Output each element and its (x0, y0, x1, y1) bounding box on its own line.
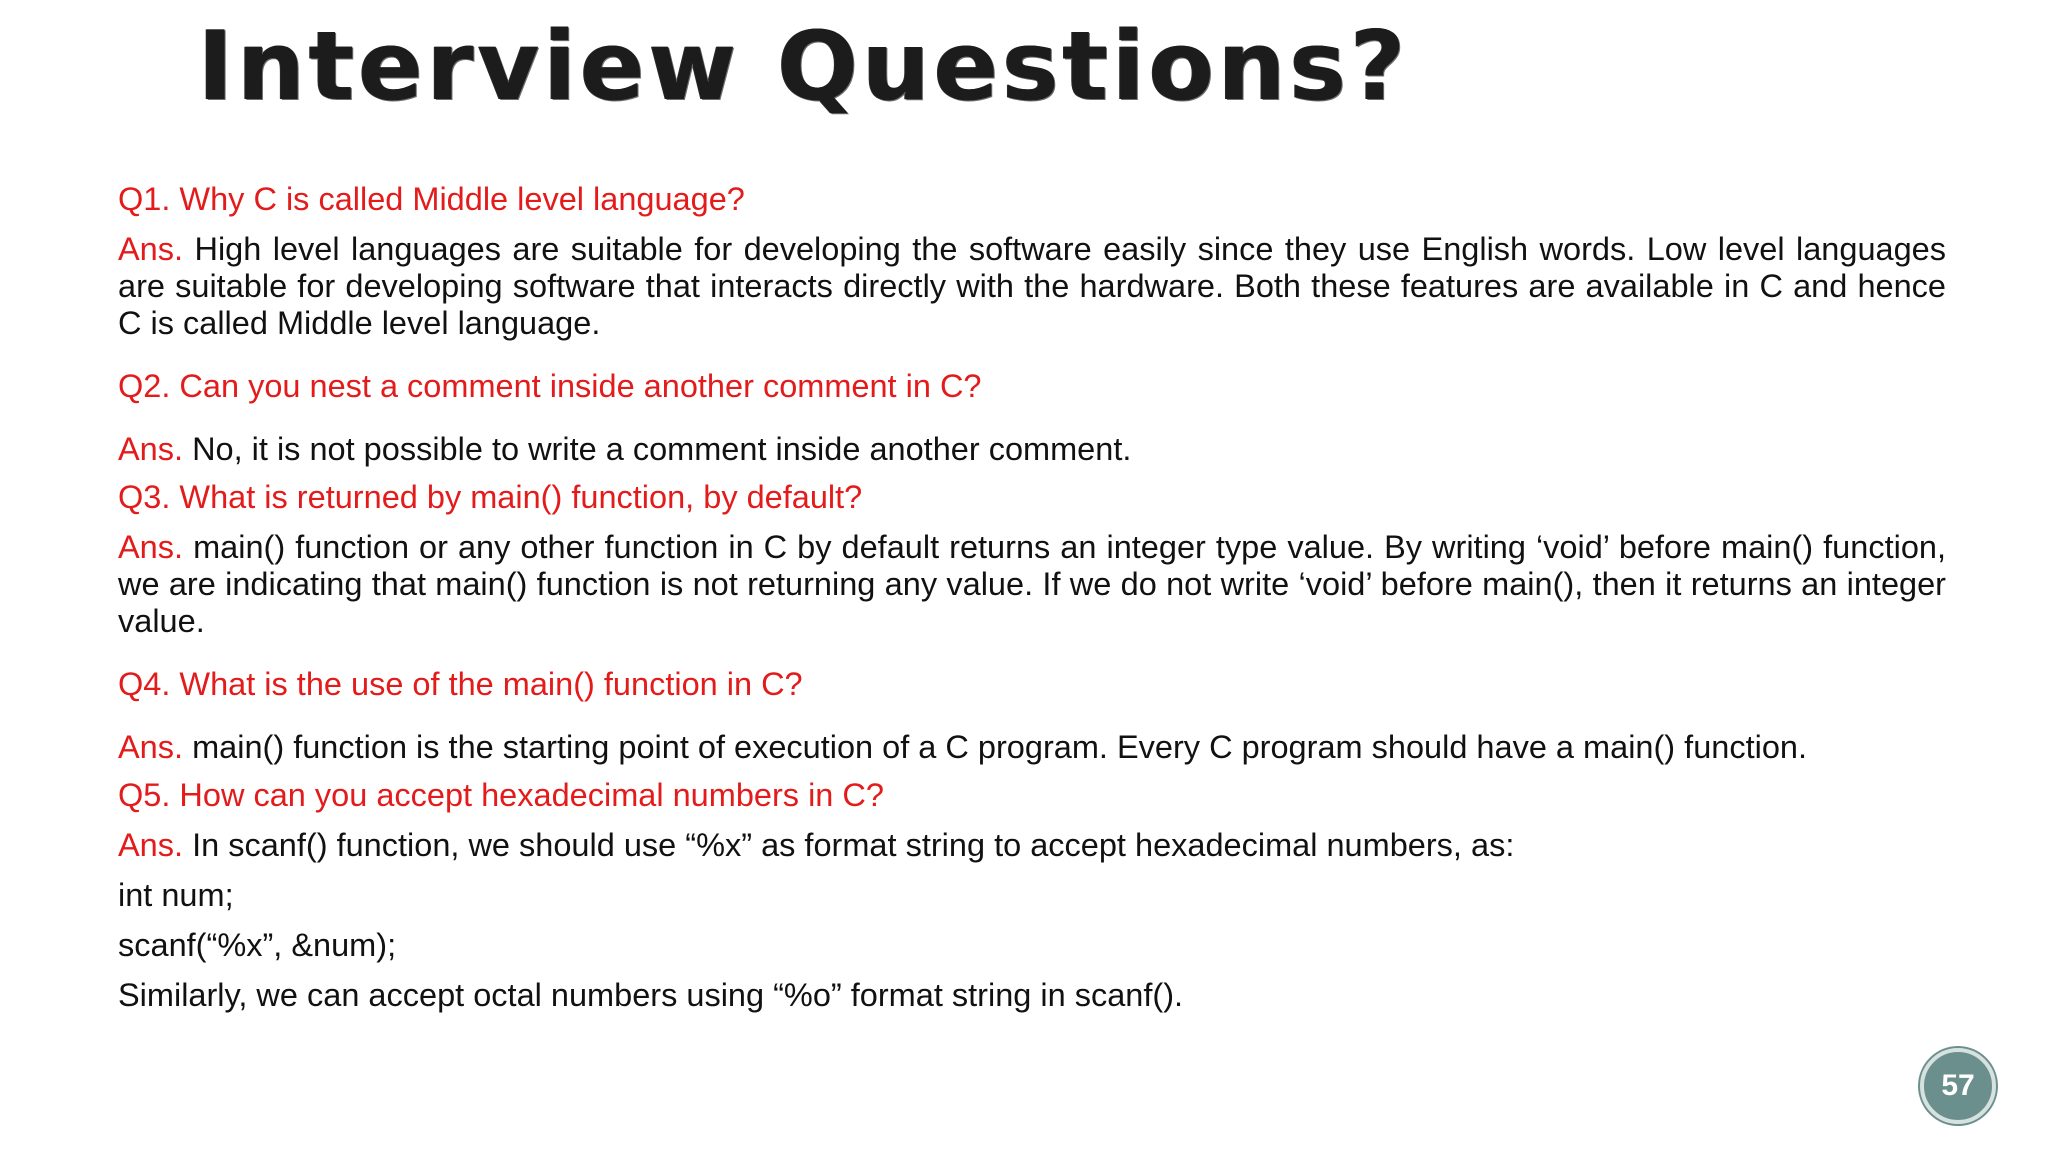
answer-5-note: Similarly, we can accept octal numbers using “%o” format string in scanf(). (118, 977, 1184, 1013)
code-line-scanf: scanf(“%x”, &num); (118, 927, 397, 963)
answer-1 (118, 231, 1946, 342)
qa-content (118, 178, 1946, 1014)
answer-3-text: main() function or any other function in C by default returns an integer type value. By writing ‘void’ before main() function, we are indicating that main() function is not returning any value. If we do not write ‘void’ before main(), then it returns an integer value. (118, 529, 1946, 639)
answer-4-text: main() function is the starting point of execution of a C program. Every C program should have a main() function. (192, 729, 1808, 765)
slide-title: Interview Questions? (198, 12, 1410, 122)
answer-4 (118, 729, 1946, 766)
answer-1-label: Ans. (118, 231, 184, 267)
answer-2-text: No, it is not possible to write a comment inside another comment. (192, 431, 1132, 467)
answer-2-label: Ans. (118, 431, 184, 467)
page-number-badge: 57 (1920, 1048, 1996, 1124)
answer-4-label: Ans. (118, 729, 184, 765)
answer-3 (118, 529, 1946, 640)
answer-2 (118, 431, 1946, 468)
question-4: Q4. What is the use of the main() function in C? (118, 666, 803, 702)
question-2: Q2. Can you nest a comment inside another comment in C? (118, 368, 982, 404)
answer-5-text: In scanf() function, we should use “%x” as format string to accept hexadecimal numbers, as: (192, 827, 1515, 863)
answer-5 (118, 827, 1946, 864)
question-5: Q5. How can you accept hexadecimal numbers in C? (118, 777, 884, 813)
answer-5-label: Ans. (118, 827, 184, 863)
question-3: Q3. What is returned by main() function, by default? (118, 479, 863, 515)
answer-3-label: Ans. (118, 529, 184, 565)
answer-1-text: High level languages are suitable for developing the software easily since they use English words. Low level languages are suitable for developing software that interacts directly with the hardware. Both these features are available in C and hence C is called Middle level language. (118, 231, 1946, 341)
question-1: Q1. Why C is called Middle level language? (118, 181, 745, 217)
code-line-declaration: int num; (118, 877, 234, 913)
